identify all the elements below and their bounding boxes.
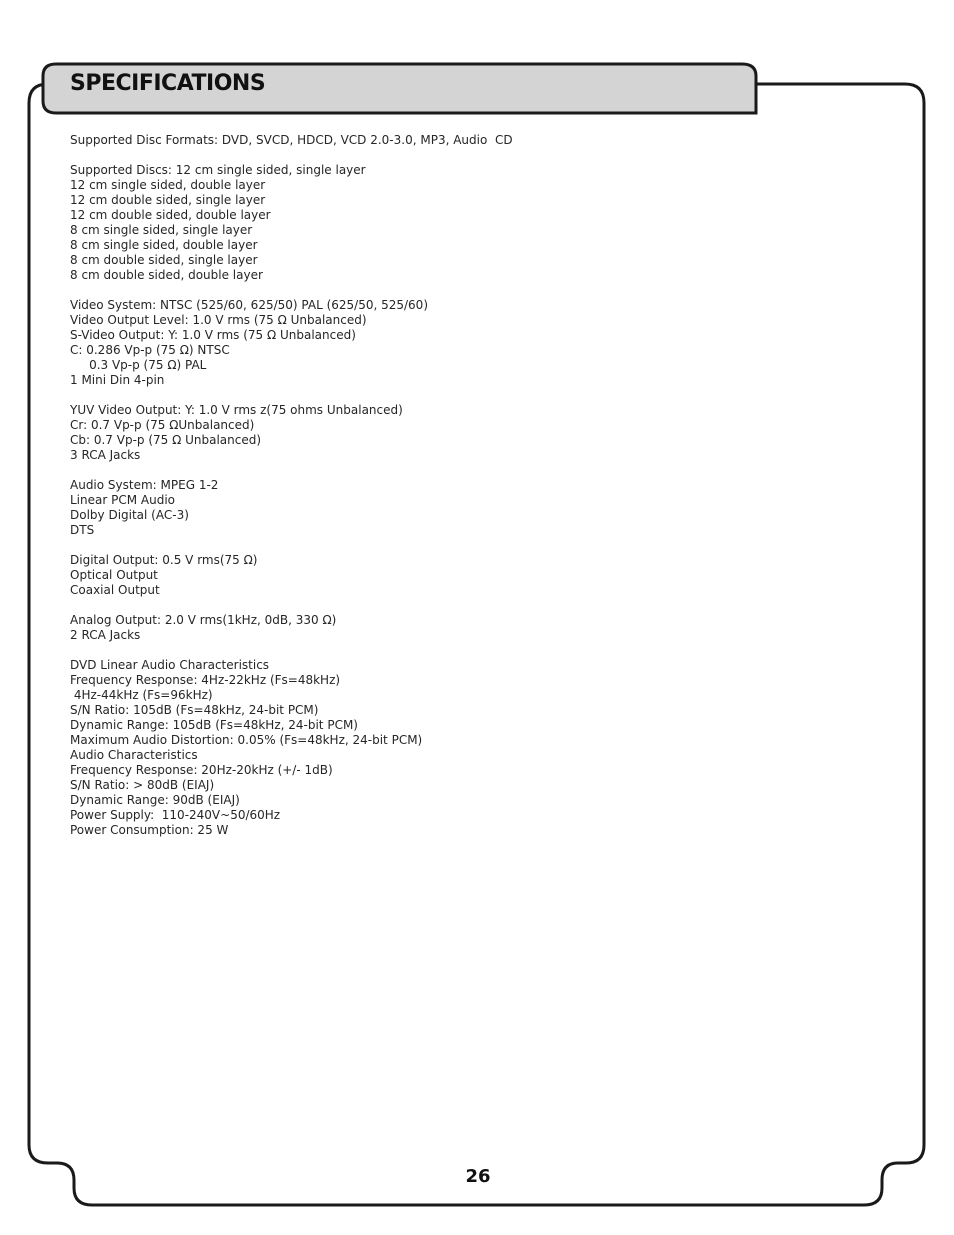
spec-line: C: 0.286 Vp-p (75 Ω) NTSC <box>70 343 230 357</box>
spec-spacer <box>70 283 870 298</box>
spec-line: Video Output Level: 1.0 V rms (75 Ω Unbalanced) <box>70 313 367 327</box>
page-number: 26 <box>465 1166 491 1187</box>
spec-line: Dynamic Range: 90dB (EIAJ) <box>70 793 240 807</box>
spec-spacer <box>70 463 870 478</box>
spec-line: Digital Output: 0.5 V rms(75 Ω) <box>70 553 258 567</box>
spec-line: 2 RCA Jacks <box>70 628 141 642</box>
spec-spacer <box>70 148 870 163</box>
spec-line: Dynamic Range: 105dB (Fs=48kHz, 24-bit PCM) <box>70 718 358 732</box>
spec-line: Audio System: MPEG 1-2 <box>70 478 219 492</box>
spec-line: Supported Discs: 12 cm single sided, single layer <box>70 163 366 177</box>
spec-line: 12 cm double sided, double layer <box>70 208 271 222</box>
spec-line: Audio Characteristics <box>70 748 198 762</box>
spec-line: 4Hz-44kHz (Fs=96kHz) <box>70 688 213 702</box>
spec-line: 12 cm single sided, double layer <box>70 178 266 192</box>
spec-line: 0.3 Vp-p (75 Ω) PAL <box>70 358 207 372</box>
spec-line: Linear PCM Audio <box>70 493 175 507</box>
spec-line: S-Video Output: Y: 1.0 V rms (75 Ω Unbalanced) <box>70 328 356 342</box>
spec-line: Maximum Audio Distortion: 0.05% (Fs=48kHz, 24-bit PCM) <box>70 733 423 747</box>
spec-line: YUV Video Output: Y: 1.0 V rms z(75 ohms Unbalanced) <box>70 403 403 417</box>
spec-line: Coaxial Output <box>70 583 160 597</box>
spec-line: DTS <box>70 523 95 537</box>
specifications-list <box>70 133 870 838</box>
spec-spacer <box>70 388 870 403</box>
spec-line: Cb: 0.7 Vp-p (75 Ω Unbalanced) <box>70 433 262 447</box>
spec-line: S/N Ratio: 105dB (Fs=48kHz, 24-bit PCM) <box>70 703 319 717</box>
spec-line: Frequency Response: 4Hz-22kHz (Fs=48kHz) <box>70 673 341 687</box>
spec-spacer <box>70 598 870 613</box>
page-title: SPECIFICATIONS <box>70 71 266 96</box>
spec-line: Power Consumption: 25 W <box>70 823 229 837</box>
spec-line: Power Supply: 110-240V~50/60Hz <box>70 808 281 822</box>
spec-line: Dolby Digital (AC-3) <box>70 508 189 522</box>
spec-line: 8 cm single sided, single layer <box>70 223 253 237</box>
spec-line: Video System: NTSC (525/60, 625/50) PAL (625/50, 525/60) <box>70 298 429 312</box>
spec-spacer <box>70 643 870 658</box>
spec-spacer <box>70 538 870 553</box>
spec-line: Cr: 0.7 Vp-p (75 ΩUnbalanced) <box>70 418 255 432</box>
spec-line: Analog Output: 2.0 V rms(1kHz, 0dB, 330 Ω) <box>70 613 337 627</box>
spec-line: 8 cm double sided, double layer <box>70 268 263 282</box>
spec-line: Frequency Response: 20Hz-20kHz (+/- 1dB) <box>70 763 333 777</box>
spec-line: S/N Ratio: > 80dB (EIAJ) <box>70 778 215 792</box>
spec-line: DVD Linear Audio Characteristics <box>70 658 270 672</box>
spec-line: Supported Disc Formats: DVD, SVCD, HDCD, VCD 2.0-3.0, MP3, Audio CD <box>70 133 513 147</box>
spec-line: 8 cm single sided, double layer <box>70 238 258 252</box>
spec-line: 8 cm double sided, single layer <box>70 253 258 267</box>
spec-line: Optical Output <box>70 568 158 582</box>
spec-line: 1 Mini Din 4-pin <box>70 373 165 387</box>
spec-line: 12 cm double sided, single layer <box>70 193 266 207</box>
spec-line: 3 RCA Jacks <box>70 448 141 462</box>
